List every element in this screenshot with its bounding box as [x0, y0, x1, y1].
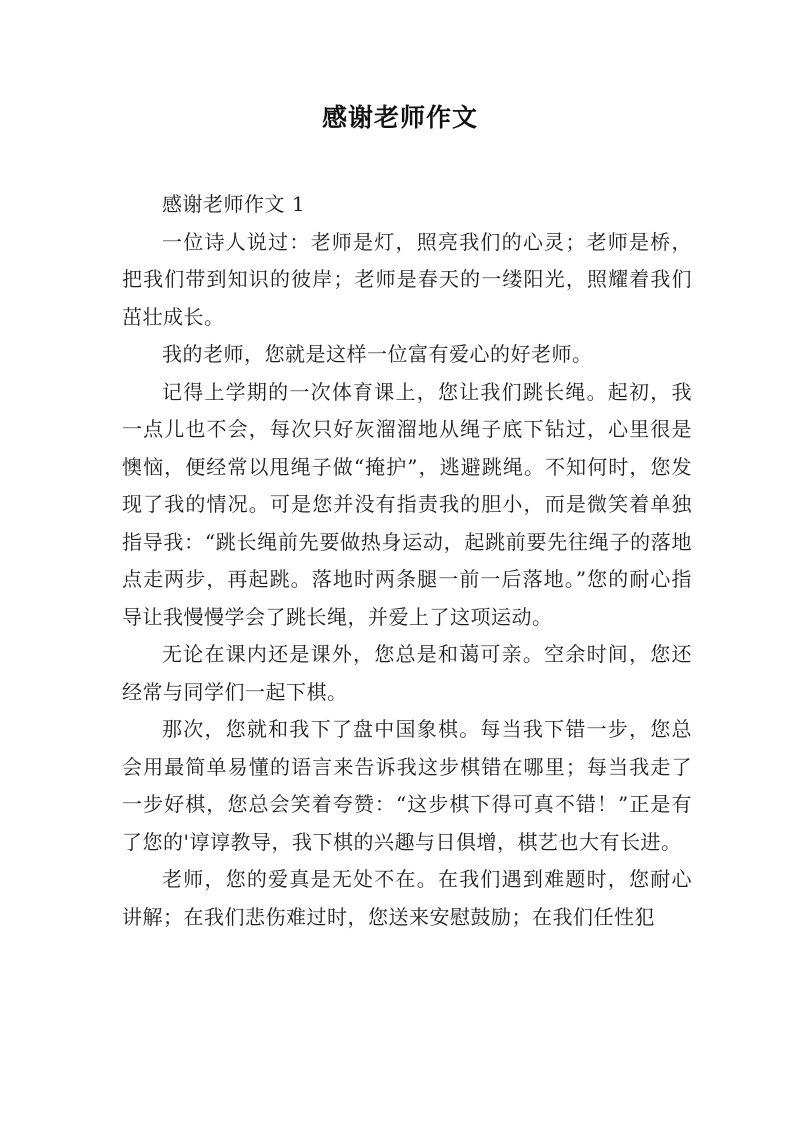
document-body [122, 186, 692, 936]
paragraph-heading: 感谢老师作文 1 [162, 192, 306, 216]
paragraph: 老师，您的爱真是无处不在。在我们遇到难题时，您耐心讲解；在我们悲伤难过时，您送来安慰鼓励；在我们任性犯 [122, 867, 692, 929]
paragraph: 无论在课内还是课外，您总是和蔼可亲。空余时间，您还经常与同学们一起下棋。 [122, 642, 692, 704]
paragraph: 我的老师，您就是这样一位富有爱心的好老师。 [162, 342, 593, 366]
paragraph: 那次，您就和我下了盘中国象棋。每当我下错一步，您总会用最简单易懂的语言来告诉我这步棋错在哪里；每当我走了一步好棋，您总会笑着夸赞：“这步棋下得可真不错！”正是有了您的'谆谆教导，我下棋的兴趣与日俱增，棋艺也大有长进。 [122, 717, 692, 854]
paragraph: 记得上学期的一次体育课上，您让我们跳长绳。起初，我一点儿也不会，每次只好灰溜溜地从绳子底下钻过，心里很是懊恼，便经常以甩绳子做“掩护”，逃避跳绳。不知何时，您发现了我的情况。可是您并没有指责我的胆小，而是微笑着单独指导我：“跳长绳前先要做热身运动，起跳前要先往绳子的落地点走两步，再起跳。落地时两条腿一前一后落地。”您的耐心指导让我慢慢学会了跳长绳，并爱上了这项运动。 [122, 379, 692, 629]
paragraph: 一位诗人说过：老师是灯，照亮我们的心灵；老师是桥，把我们带到知识的彼岸；老师是春天的一缕阳光，照耀着我们茁壮成长。 [122, 229, 692, 329]
document-title: 感谢老师作文 [321, 103, 478, 132]
